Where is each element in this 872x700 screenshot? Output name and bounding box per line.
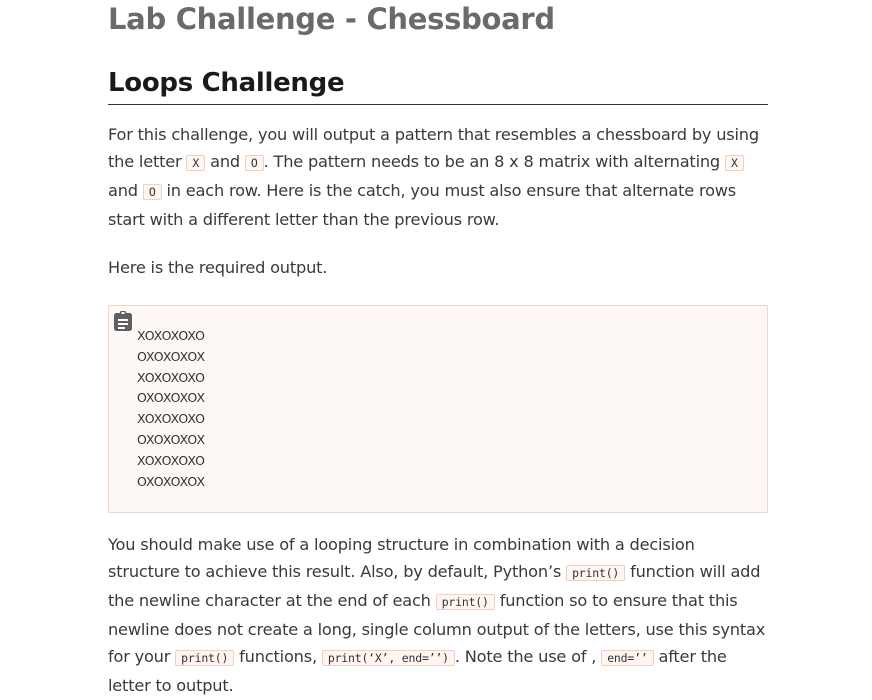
code-line: XOXOXOXO bbox=[137, 328, 206, 343]
text-segment: in each row. Here is the catch, you must also ensure that alternate rows start with a different letter than the previous row. bbox=[108, 181, 737, 229]
inline-code: X bbox=[186, 155, 205, 171]
inline-code: end=’’ bbox=[601, 650, 653, 666]
inline-code: print() bbox=[566, 565, 625, 581]
clipboard-icon[interactable] bbox=[114, 311, 132, 331]
inline-code: print() bbox=[175, 650, 234, 666]
code-line: OXOXOXOX bbox=[137, 348, 206, 364]
text-segment: and bbox=[205, 152, 245, 171]
inline-code: X bbox=[725, 155, 744, 171]
section-heading: Loops Challenge bbox=[108, 68, 768, 105]
text-segment: after the letter to output. bbox=[108, 647, 727, 695]
text-segment: function so to ensure that this newline does not create a long, single column output of the letters, use this syntax for your bbox=[108, 591, 766, 666]
code-line: XOXOXOXO bbox=[137, 411, 206, 427]
code-output bbox=[137, 326, 205, 492]
instructions-paragraph bbox=[108, 531, 768, 699]
code-line: OXOXOXOX bbox=[137, 431, 206, 447]
code-line: OXOXOXOX bbox=[137, 473, 206, 489]
text-segment: function will add the newline character at the end of each bbox=[108, 562, 761, 610]
text-segment: . Note the use of , bbox=[454, 647, 602, 666]
required-output-label: Here is the required output. bbox=[108, 258, 328, 277]
text-segment: functions, bbox=[234, 647, 322, 666]
text-segment: For this challenge, you will output a pattern that resembles a chessboard by using the letter bbox=[108, 125, 759, 171]
inline-code: print() bbox=[436, 594, 495, 610]
inline-code: print(‘X’, end=’’) bbox=[322, 650, 455, 666]
code-line: XOXOXOXO bbox=[137, 452, 206, 468]
text-segment: You should make use of a looping structure in combination with a decision structure to achieve this result. Also, by default, Python’s bbox=[108, 535, 695, 581]
text-segment: . The pattern needs to be an 8 x 8 matrix with alternating bbox=[263, 152, 725, 171]
code-block bbox=[108, 305, 768, 513]
page-title: Lab Challenge - Chessboard bbox=[108, 2, 555, 36]
inline-code: O bbox=[245, 155, 264, 171]
text-segment: and bbox=[108, 181, 143, 200]
code-line: OXOXOXOX bbox=[137, 390, 206, 406]
inline-code: O bbox=[143, 184, 162, 200]
code-line: XOXOXOXO bbox=[137, 369, 206, 385]
intro-paragraph bbox=[108, 121, 768, 233]
